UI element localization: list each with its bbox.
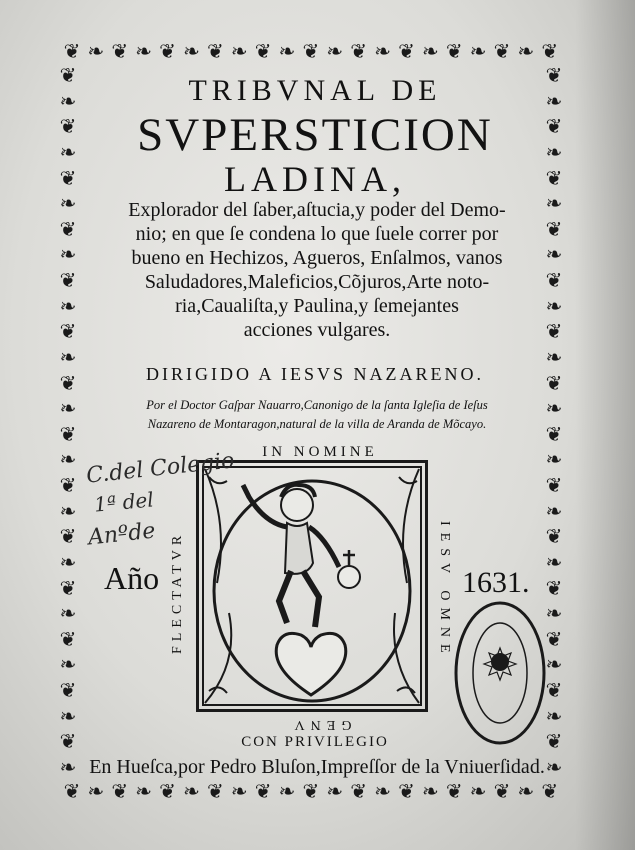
fleuron-ornament: ❦ bbox=[445, 41, 463, 63]
fleuron-ornament: ❦ bbox=[63, 41, 81, 63]
fleuron-ornament: ❦ bbox=[111, 41, 129, 63]
fleuron-ornament: ❦ bbox=[59, 577, 77, 600]
handwritten-note: 1ª del bbox=[93, 487, 155, 517]
christ-child-woodcut-image bbox=[199, 463, 425, 709]
fleuron-ornament: ❦ bbox=[159, 41, 176, 63]
fleuron-ornament: ❦ bbox=[59, 628, 77, 651]
description-line: Explorador del ſaber,aſtucia,y poder del Demo- bbox=[128, 199, 506, 221]
printer-imprint: En Hueſca,por Pedro Bluſon,Impreſſor de la Vniuerſidad. bbox=[89, 756, 545, 778]
fleuron-ornament: ❧ bbox=[59, 654, 77, 677]
fleuron-ornament: ❦ bbox=[59, 423, 77, 446]
fleuron-ornament: ❦ bbox=[350, 781, 368, 803]
fleuron-ornament: ❧ bbox=[545, 705, 563, 728]
fleuron-ornament: ❦ bbox=[541, 781, 559, 803]
fleuron-ornament: ❧ bbox=[374, 781, 391, 803]
fleuron-ornament: ❦ bbox=[545, 731, 563, 754]
emblem-motto-bottom: GENV bbox=[288, 717, 352, 732]
fleuron-ornament: ❧ bbox=[545, 654, 563, 677]
fleuron-ornament: ❧ bbox=[517, 781, 535, 803]
fleuron-ornament: ❦ bbox=[59, 65, 77, 87]
fleuron-ornament: ❧ bbox=[59, 603, 77, 626]
title-line-3: LADINA, bbox=[224, 159, 406, 199]
fleuron-ornament: ❧ bbox=[545, 295, 563, 318]
emblem-motto-top: IN NOMINE bbox=[262, 444, 378, 460]
fleuron-ornament: ❦ bbox=[206, 41, 224, 63]
author-line: Por el Doctor Gaſpar Nauarro,Canonigo de la ſanta Igleſia de Ieſus bbox=[146, 398, 488, 412]
fleuron-ornament: ❦ bbox=[545, 65, 563, 87]
fleuron-ornament: ❦ bbox=[545, 372, 563, 395]
fleuron-ornament: ❧ bbox=[545, 244, 563, 267]
ornamental-border-bottom bbox=[62, 782, 560, 802]
publication-year: 1631. bbox=[462, 566, 530, 599]
fleuron-ornament: ❧ bbox=[59, 705, 77, 728]
author-line: Nazareno de Montaragon,natural de la villa de Aranda de Mõcayo. bbox=[147, 417, 487, 431]
fleuron-ornament: ❧ bbox=[59, 449, 77, 472]
fleuron-ornament: ❧ bbox=[59, 500, 77, 523]
fleuron-ornament: ❧ bbox=[230, 41, 248, 63]
fleuron-ornament: ❦ bbox=[545, 218, 563, 241]
fleuron-ornament: ❦ bbox=[254, 41, 272, 63]
fleuron-ornament: ❦ bbox=[254, 781, 272, 803]
fleuron-ornament: ❦ bbox=[59, 218, 77, 241]
fleuron-ornament: ❧ bbox=[59, 193, 77, 216]
fleuron-ornament: ❦ bbox=[302, 41, 320, 63]
fleuron-ornament: ❦ bbox=[493, 41, 511, 63]
library-stamp bbox=[452, 598, 548, 748]
handwritten-note: C.del Colegio bbox=[85, 448, 236, 489]
fleuron-ornament: ❧ bbox=[421, 781, 439, 803]
fleuron-ornament: ❦ bbox=[398, 781, 415, 803]
fleuron-ornament: ❦ bbox=[59, 372, 77, 395]
description-line: bueno en Hechizos, Agueros, Enſalmos, vanos bbox=[131, 247, 503, 269]
description-line: nio; en que ſe condena lo que ſuele correr por bbox=[135, 223, 499, 245]
fleuron-ornament: ❦ bbox=[545, 423, 563, 446]
fleuron-ornament: ❧ bbox=[278, 781, 296, 803]
author-credit bbox=[92, 396, 542, 434]
fleuron-ornament: ❧ bbox=[469, 781, 487, 803]
fleuron-ornament: ❦ bbox=[59, 526, 77, 549]
emblem-motto-left: FLECTATVR bbox=[170, 530, 185, 654]
fleuron-ornament: ❦ bbox=[59, 680, 77, 702]
fleuron-ornament: ❧ bbox=[421, 41, 439, 63]
fleuron-ornament: ❧ bbox=[59, 756, 77, 779]
fleuron-ornament: ❦ bbox=[545, 680, 563, 702]
fleuron-ornament: ❦ bbox=[545, 475, 563, 497]
privilege-line: CON PRIVILEGIO bbox=[241, 734, 389, 750]
fleuron-ornament: ❦ bbox=[111, 781, 129, 803]
fleuron-ornament: ❧ bbox=[545, 346, 563, 369]
fleuron-ornament: ❧ bbox=[326, 41, 344, 63]
fleuron-ornament: ❦ bbox=[63, 781, 81, 803]
description-line: ria,Caualiſta,y Paulina,y ſemejantes bbox=[175, 295, 459, 317]
description-line: acciones vulgares. bbox=[243, 319, 391, 341]
fleuron-ornament: ❦ bbox=[545, 628, 563, 651]
page-shadow bbox=[575, 0, 635, 850]
fleuron-ornament: ❧ bbox=[59, 398, 77, 421]
fleuron-ornament: ❧ bbox=[59, 551, 77, 574]
fleuron-ornament: ❧ bbox=[545, 90, 563, 113]
fleuron-ornament: ❧ bbox=[545, 603, 563, 626]
handwritten-note: Anºde bbox=[86, 518, 157, 551]
fleuron-ornament: ❧ bbox=[59, 346, 77, 369]
fleuron-ornament: ❧ bbox=[135, 41, 153, 63]
fleuron-ornament: ❦ bbox=[493, 781, 511, 803]
title-line-2: SVPERSTICION bbox=[137, 109, 493, 161]
fleuron-ornament: ❦ bbox=[59, 116, 77, 139]
emblem-motto-right: IESV OMNE bbox=[437, 520, 452, 660]
fleuron-ornament: ❧ bbox=[59, 244, 77, 267]
fleuron-ornament: ❧ bbox=[59, 90, 77, 113]
fleuron-ornament: ❦ bbox=[545, 270, 563, 292]
fleuron-ornament: ❧ bbox=[135, 781, 153, 803]
fleuron-ornament: ❧ bbox=[59, 141, 77, 164]
fleuron-ornament: ❧ bbox=[87, 41, 105, 63]
fleuron-ornament: ❧ bbox=[517, 41, 535, 63]
fleuron-ornament: ❦ bbox=[445, 781, 463, 803]
fleuron-ornament: ❦ bbox=[59, 321, 77, 344]
fleuron-ornament: ❦ bbox=[350, 41, 368, 63]
fleuron-ornament: ❧ bbox=[230, 781, 248, 803]
fleuron-ornament: ❧ bbox=[545, 756, 563, 779]
fleuron-ornament: ❧ bbox=[374, 41, 391, 63]
fleuron-ornament: ❦ bbox=[59, 167, 77, 190]
fleuron-ornament: ❦ bbox=[59, 475, 77, 497]
ornamental-border-top bbox=[62, 42, 560, 62]
fleuron-ornament: ❦ bbox=[545, 526, 563, 549]
fleuron-ornament: ❦ bbox=[206, 781, 224, 803]
fleuron-ornament: ❧ bbox=[469, 41, 487, 63]
fleuron-ornament: ❧ bbox=[87, 781, 105, 803]
fleuron-ornament: ❧ bbox=[183, 781, 200, 803]
fleuron-ornament: ❧ bbox=[545, 449, 563, 472]
fleuron-ornament: ❧ bbox=[183, 41, 200, 63]
fleuron-ornament: ❧ bbox=[278, 41, 296, 63]
woodcut-emblem bbox=[196, 460, 428, 712]
description-line: Saludadores,Maleficios,Cõjuros,Arte noto- bbox=[144, 271, 490, 293]
year-label: Año bbox=[104, 560, 160, 596]
fleuron-ornament: ❦ bbox=[545, 321, 563, 344]
title-line-1: TRIBVNAL DE bbox=[188, 74, 442, 107]
fleuron-ornament: ❦ bbox=[545, 116, 563, 139]
fleuron-ornament: ❦ bbox=[545, 577, 563, 600]
fleuron-ornament: ❦ bbox=[159, 781, 176, 803]
fleuron-ornament: ❦ bbox=[398, 41, 415, 63]
fleuron-ornament: ❦ bbox=[545, 167, 563, 190]
fleuron-ornament: ❧ bbox=[545, 193, 563, 216]
fleuron-ornament: ❧ bbox=[545, 141, 563, 164]
fleuron-ornament: ❧ bbox=[545, 551, 563, 574]
fleuron-ornament: ❦ bbox=[541, 41, 559, 63]
fleuron-ornament: ❧ bbox=[545, 398, 563, 421]
salamanca-library-stamp-image bbox=[452, 598, 548, 748]
subtitle-description bbox=[92, 198, 542, 342]
fleuron-ornament: ❧ bbox=[326, 781, 344, 803]
fleuron-ornament: ❧ bbox=[59, 295, 77, 318]
fleuron-ornament: ❦ bbox=[59, 270, 77, 292]
dedication: DIRIGIDO A IESVS NAZARENO. bbox=[146, 364, 484, 384]
ornamental-border-left bbox=[58, 66, 78, 778]
fleuron-ornament: ❦ bbox=[302, 781, 320, 803]
fleuron-ornament: ❦ bbox=[59, 731, 77, 754]
fleuron-ornament: ❧ bbox=[545, 500, 563, 523]
